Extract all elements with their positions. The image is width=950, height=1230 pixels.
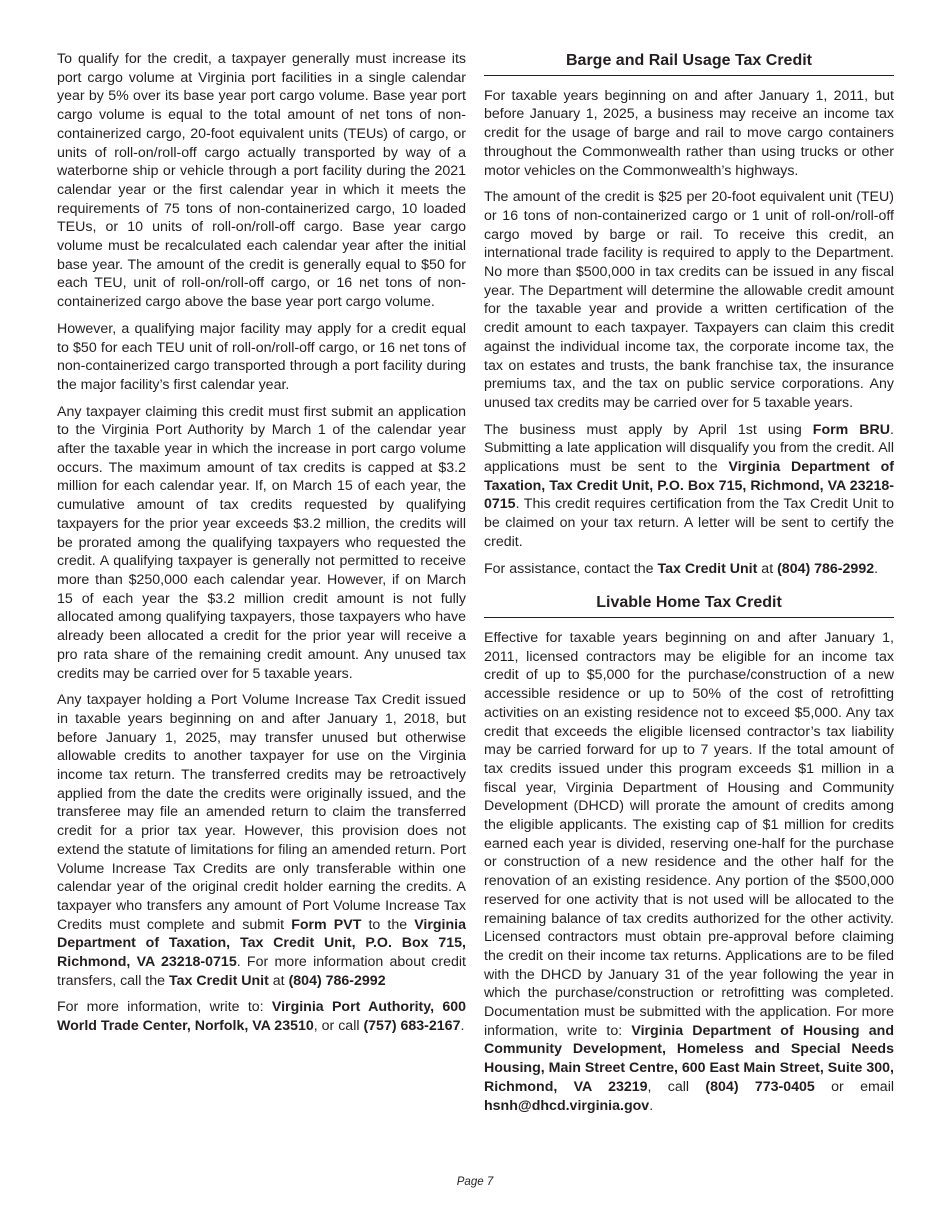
left-column [57,50,466,1044]
tax-dept-address: Virginia Department of Taxation, Tax Credit Unit, P.O. Box 715, Richmond, VA 23218-0715 [57,916,466,971]
tax-credit-unit-ref: Tax Credit Unit [657,560,758,577]
tax-credit-unit-phone: (804) 786-2992 [288,972,386,989]
form-bru-ref: Form BRU [812,421,891,438]
tax-dept-address: Virginia Department of Taxation, Tax Credit Unit, P.O. Box 715, Richmond, VA 23218-0715 [484,459,894,513]
livable-home-section-title: Livable Home Tax Credit [484,592,894,618]
barge-rail-assistance-paragraph [484,560,894,579]
text-run: . For more information about credit transfers, call the [57,954,466,989]
port-authority-contact-paragraph [57,998,466,1035]
text-run: The business must apply by April 1st using [484,421,813,438]
dhcd-address: Virginia Department of Housing and Community Development, Homeless and Special Needs Housing, Main Street Centre, 600 East Main Street, Suite 300, Richmond, VA 23219 [484,1022,894,1095]
application-paragraph: Any taxpayer claiming this credit must first submit an application to the Virginia Port Authority by March 1 of the calendar year after the taxable year in which the increase in port cargo volume occurs. The maximum amount of tax credits is capped at $3.2 million for each calendar year. If, on March 15 of each year, the cumulative amount of tax credits requested by qualifying taxpayers for the prior year exceeds $3.2 million, the credits will be prorated among the qualifying taxpayers who requested the credit. A qualifying taxpayer is generally not permitted to receive more than $250,000 each calendar year. However, if on March 15 of each year the $3.2 million credit amount is not fully allocated among qualifying taxpayers, those taxpayers who have already been allocated a credit for the prior year will receive a pro rata share of the remaining credit amount. Any unused tax credits may be carried over for 5 taxable years. [57,403,466,682]
dhcd-email: hsnh@dhcd.virginia.gov [484,1097,650,1114]
tax-credit-unit-ref: Tax Credit Unit [168,972,269,989]
text-run: to the [361,916,415,933]
text-run: . [460,1018,465,1035]
tax-credit-unit-phone: (804) 786-2992 [777,560,875,577]
page-number: Page 7 [456,1176,494,1188]
port-authority-address: Virginia Port Authority, 600 World Trade Center, Norfolk, VA 23510 [57,999,466,1035]
text-run: . [874,560,879,577]
credit-transfer-paragraph [57,691,466,990]
text-run: , or call [313,1018,364,1035]
port-volume-qualify-paragraph: To qualify for the credit, a taxpayer generally must increase its port cargo volume at Virginia port facilities in a single calendar year by 5% over its base year port cargo volume. Base year port cargo volume is equal to the total amount of net tons of non-containerized cargo, 20-foot equivalent units (TEUs) of cargo, or units of roll-on/roll-off cargo actually transported by way of a waterborne ship or vehicle through a port facility during the 2021 calendar year or the first calendar year in which it meets the requirements of 75 tons of non-containerized cargo, 10 loaded TEUs, or 10 units of roll-on/roll-off cargo. Base year cargo volume must be recalculated each calendar year after the initial base year. The amount of the credit is generally equal to $50 for each TEU, unit of roll-on/roll-off cargo, or 16 net tons of non-containerized cargo above the base year port cargo volume. [57,51,466,311]
form-pvt-ref: Form PVT [291,916,362,933]
right-column [484,50,894,1123]
text-run: or email [814,1078,894,1095]
text-run: Effective for taxable years beginning on and after January 1, 2011, licensed contractors may be eligible for an income tax credit of up to $5,000 for the purchase/construction of a new accessible residence or up to 50% of the cost of retrofitting activities on an existing residence not to exceed $5,000. Any tax credit that exceeds the eligible licensed contractor’s tax liability may be carried forward for up to 7 years. If the total amount of tax credits issued under this program exceeds $1 million in a fiscal year, Virginia Department of Housing and Community Development (DHCD) will prorate the amount of credits among the eligible applicants. The existing cap of $1 million for credits earned each year is divided, reserving one-half for the purchase or construction of a new residence and the other half for the renovation of an existing residence. Any portion of the $500,000 reserved for one activity that is not used will be allocated to the remaining balance of tax credits authorized for the other activity. Licensed contractors must obtain pre-approval before claiming the credit on their income tax returns. Applications are to be filed with the DHCD by January 31 of the year following the year in which the purchase/construction or retrofitting was completed. Documentation must be submitted with the application. For more information, write to: [484,629,894,1039]
barge-rail-intro-paragraph: For taxable years beginning on and after January 1, 2011, but before January 1, 2025, a business may receive an income tax credit for the usage of barge and rail to move cargo containers throughout the Commonwealth rather than using trucks or other motor vehicles on the Commonwealth’s highways. [484,87,894,179]
text-run: . Submitting a late application will disqualify you from the credit. All applications must be sent to the [484,421,894,476]
text-run: . [649,1097,654,1114]
barge-rail-amount-paragraph: The amount of the credit is $25 per 20-foot equivalent unit (TEU) or 16 tons of non-containerized cargo or 1 unit of roll-on/roll-off cargo moved by barge or rail. To receive this credit, an international trade facility is required to apply to the Department. No more than $500,000 in tax credits can be issued in any fiscal year. The Department will determine the allowable credit amount for the taxable year and provide a written certification of the credit amount to each taxpayer. Taxpayers can claim this credit against the individual income tax, the corporate income tax, the tax on estates and trusts, the bank franchise tax, the insurance premiums tax, and the tax on public service corporations. Any unused tax credits may be carried over for 5 taxable years. [484,189,894,411]
major-facility-paragraph: However, a qualifying major facility may apply for a credit equal to $50 for each TEU unit of roll-on/roll-off cargo, or 16 net tons of non-containerized cargo transported through a port facility during the major facility’s first calendar year. [57,320,466,393]
dhcd-phone: (804) 773-0405 [705,1078,815,1095]
barge-rail-section-title: Barge and Rail Usage Tax Credit [484,50,894,76]
text-run: Any taxpayer holding a Port Volume Increase Tax Credit issued in taxable years beginning on and after January 1, 2018, but before January 1, 2025, may transfer unused but otherwise allowable credits to another taxpayer for use on the Virginia income tax return. The transferred credits may be retroactively applied from the date the credits were originally issued, and the transferee may file an amended return to claim the transferred credit for a prior tax year. However, this provision does not extend the statute of limitations for filing an amended return. Port Volume Increase Tax Credits are only transferable within one calendar year of the original credit holder earning the credits. A taxpayer who transfers any amount of Port Volume Increase Tax Credits must complete and submit [57,692,466,933]
barge-rail-apply-paragraph [484,421,894,552]
text-run: at [757,560,778,577]
text-run: For more information, write to: [57,999,272,1016]
text-run: , call [647,1078,706,1095]
text-run: at [268,972,289,989]
text-run: . This credit requires certification from the Tax Credit Unit to be claimed on your tax return. A letter will be sent to certify the credit. [484,496,894,550]
livable-home-paragraph [484,629,894,1115]
port-authority-phone: (757) 683-2167 [363,1018,461,1035]
text-run: For assistance, contact the [484,560,658,577]
